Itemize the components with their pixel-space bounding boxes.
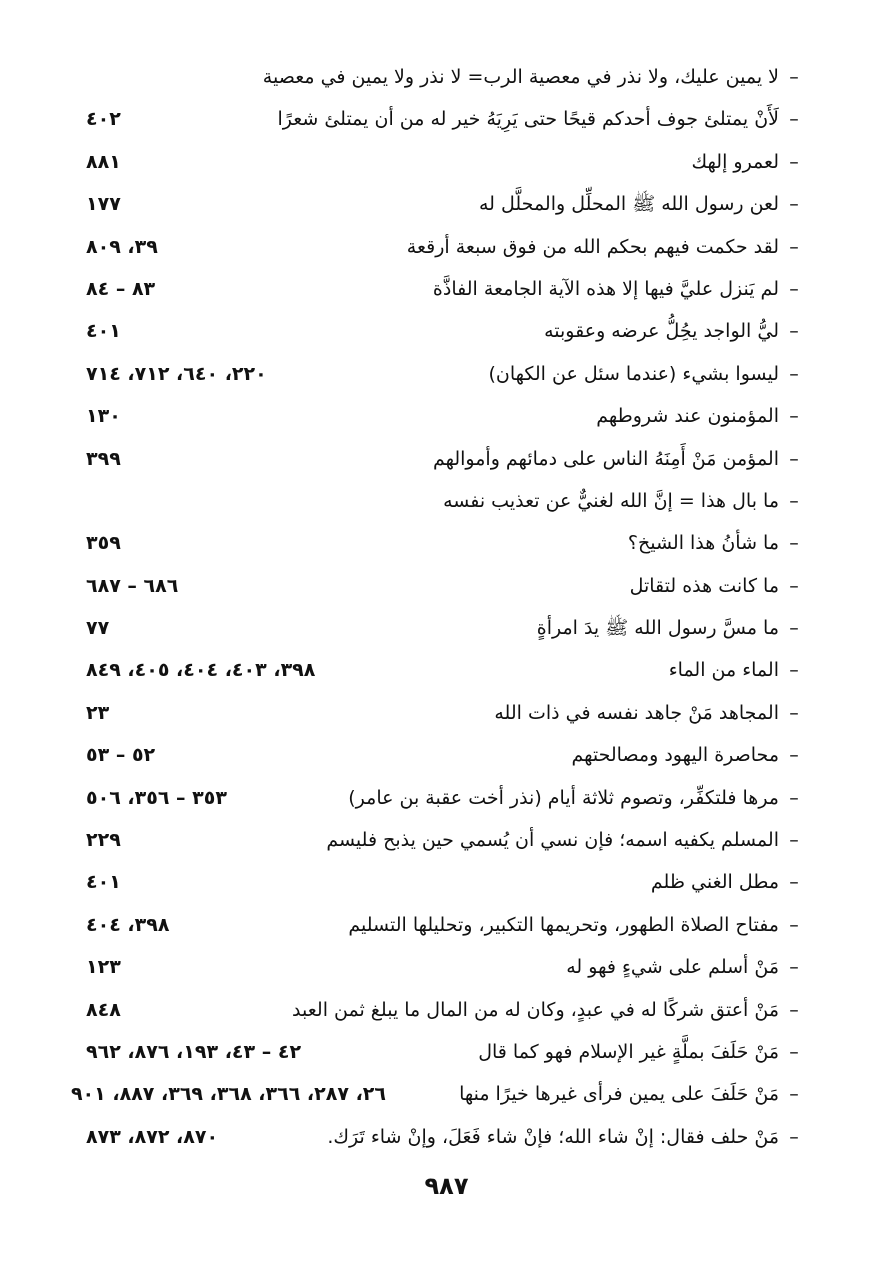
index-entry xyxy=(0,989,893,1031)
entry-pages: ١٣٠ xyxy=(86,405,121,428)
index-entry xyxy=(0,183,893,225)
entry-dash: – xyxy=(789,362,799,385)
index-entry xyxy=(0,861,893,903)
entry-pages: ١٧٧ xyxy=(86,193,121,216)
entry-pages: ٨٧٠، ٨٧٢، ٨٧٣ xyxy=(86,1125,219,1148)
entry-text: المؤمن مَنْ أَمِنَهُ الناس على دمائهم وأموالهم xyxy=(432,447,779,470)
entry-dash: – xyxy=(789,66,799,88)
entry-text: لعن رسول الله ﷺ المحلِّل والمحلَّل له xyxy=(478,193,779,216)
entry-dash: – xyxy=(789,1083,799,1106)
entry-pages: ٦٨٦ – ٦٨٧ xyxy=(86,574,179,597)
entry-text: لعمرو إلهك xyxy=(691,150,779,173)
index-entry xyxy=(0,1116,893,1158)
entry-text: مَنْ أعتق شركًا له في عبدٍ، وكان له من المال ما يبلغ ثمن العبد xyxy=(292,998,779,1021)
entry-text: ليسوا بشيء (عندما سئل عن الكهان) xyxy=(488,362,779,385)
entry-dash: – xyxy=(789,235,799,258)
index-entry xyxy=(0,226,893,268)
entry-dash: – xyxy=(789,956,799,979)
entry-pages: ٣٥٩ xyxy=(86,532,121,555)
entry-dash: – xyxy=(789,574,799,597)
entry-dash: – xyxy=(789,150,799,173)
index-entry xyxy=(0,480,893,522)
entry-dash: – xyxy=(789,998,799,1021)
entry-dash: – xyxy=(789,829,799,852)
entry-text: المجاهد مَنْ جاهد نفسه في ذات الله xyxy=(494,701,779,724)
entry-text: مفتاح الصلاة الطهور، وتحريمها التكبير، وتحليلها التسليم xyxy=(348,913,779,936)
entry-text: مطل الغني ظلم xyxy=(650,871,779,894)
page-number: ٩٨٧ xyxy=(424,1172,469,1200)
entry-dash: – xyxy=(789,913,799,936)
index-entry xyxy=(0,395,893,437)
index-entry xyxy=(0,310,893,352)
index-entry xyxy=(0,56,893,98)
entry-text: المؤمنون عند شروطهم xyxy=(596,405,779,428)
index-entry xyxy=(0,692,893,734)
entry-pages: ٣٩٨، ٤٠٣، ٤٠٤، ٤٠٥، ٨٤٩ xyxy=(86,659,316,682)
entry-text: مرها فلتكفِّر، وتصوم ثلاثة أيام (نذر أخت عقبة بن عامر) xyxy=(348,786,779,809)
index-page xyxy=(0,56,893,1286)
entry-pages: ٢٣ xyxy=(86,701,110,724)
entry-text: ما مسَّ رسول الله ﷺ يدَ امرأةٍ xyxy=(536,617,779,640)
index-entry xyxy=(0,141,893,183)
entry-text: ما شأنُ هذا الشيخ؟ xyxy=(627,532,779,555)
entry-pages: ٣٥٣ – ٣٥٦، ٥٠٦ xyxy=(86,786,227,809)
entry-pages: ٨٣ – ٨٤ xyxy=(86,277,156,300)
entry-dash: – xyxy=(789,277,799,300)
entry-pages: ٤٠٢ xyxy=(86,108,121,131)
entry-pages: ٣٩٩ xyxy=(86,447,121,470)
index-entry xyxy=(0,649,893,691)
entry-text: محاصرة اليهود ومصالحتهم xyxy=(571,744,779,767)
entry-pages: ٢٢٩ xyxy=(86,829,121,852)
index-entry xyxy=(0,1031,893,1073)
index-entry xyxy=(0,438,893,480)
index-entry xyxy=(0,777,893,819)
entry-dash: – xyxy=(789,193,799,216)
entry-text: المسلم يكفيه اسمه؛ فإن نسي أن يُسمي حين يذبح فليسم xyxy=(326,829,779,852)
entry-text: لَأَنْ يمتلئ جوف أحدكم قيحًا حتى يَرِيَهُ خير له من أن يمتلئ شعرًا xyxy=(277,108,779,131)
index-entry xyxy=(0,98,893,140)
index-entry xyxy=(0,565,893,607)
entry-pages: ٨٤٨ xyxy=(86,998,121,1021)
entry-pages: ٢٦، ٢٨٧، ٣٦٦، ٣٦٨، ٣٦٩، ٨٨٧، ٩٠١ xyxy=(70,1083,386,1106)
index-entry xyxy=(0,522,893,564)
index-entry xyxy=(0,353,893,395)
entry-dash: – xyxy=(789,1125,799,1148)
entry-text: مَنْ حلف فقال: إنْ شاء الله؛ فإنْ شاء فَعَلَ، وإنْ شاء تَرَك. xyxy=(327,1125,779,1148)
index-entry xyxy=(0,819,893,861)
entry-dash: – xyxy=(789,320,799,343)
entry-text: لا يمين عليك، ولا نذر في معصية الرب= لا نذر ولا يمين في معصية xyxy=(262,66,779,88)
entry-pages: ٤٢ – ٤٣، ١٩٣، ٨٧٦، ٩٦٢ xyxy=(86,1040,302,1063)
entry-pages: ٨٨١ xyxy=(86,150,121,173)
entry-dash: – xyxy=(789,871,799,894)
entry-dash: – xyxy=(789,701,799,724)
entry-dash: – xyxy=(789,532,799,555)
entry-text: مَنْ حَلَفَ بملَّةٍ غير الإسلام فهو كما قال xyxy=(478,1040,779,1063)
index-entry xyxy=(0,1073,893,1115)
entry-dash: – xyxy=(789,108,799,131)
entry-pages: ٤٠١ xyxy=(86,320,121,343)
entry-pages: ٣٩، ٨٠٩ xyxy=(86,235,158,258)
entry-dash: – xyxy=(789,405,799,428)
index-entry xyxy=(0,946,893,988)
entry-dash: – xyxy=(789,744,799,767)
entry-dash: – xyxy=(789,489,799,512)
entry-text: ما بال هذا = إنَّ الله لغنيٌّ عن تعذيب نفسه xyxy=(443,489,779,512)
index-entry xyxy=(0,607,893,649)
entry-dash: – xyxy=(789,786,799,809)
entry-dash: – xyxy=(789,659,799,682)
entry-pages: ٢٢٠، ٦٤٠، ٧١٢، ٧١٤ xyxy=(86,362,267,385)
hadith-index-list xyxy=(0,56,893,1158)
entry-pages: ١٢٣ xyxy=(86,956,121,979)
entry-dash: – xyxy=(789,1040,799,1063)
index-entry xyxy=(0,904,893,946)
entry-dash: – xyxy=(789,447,799,470)
entry-dash: – xyxy=(789,617,799,640)
index-entry xyxy=(0,734,893,776)
entry-text: لقد حكمت فيهم بحكم الله من فوق سبعة أرقعة xyxy=(406,235,779,258)
entry-text: ليُّ الواجد يحُِلُّ عرضه وعقوبته xyxy=(544,320,779,343)
entry-text: الماء من الماء xyxy=(668,659,779,682)
entry-pages: ٧٧ xyxy=(86,617,110,640)
entry-pages: ٣٩٨، ٤٠٤ xyxy=(86,913,170,936)
entry-text: مَنْ حَلَفَ على يمين فرأى غيرها خيرًا منها xyxy=(459,1083,779,1106)
entry-text: ما كانت هذه لتقاتل xyxy=(629,574,779,597)
entry-pages: ٤٠١ xyxy=(86,871,121,894)
entry-text: لم يَنزل عليَّ فيها إلا هذه الآية الجامعة الفاذَّة xyxy=(432,277,779,300)
entry-pages: ٥٢ – ٥٣ xyxy=(86,744,156,767)
index-entry xyxy=(0,268,893,310)
entry-text: مَنْ أسلم على شيءٍ فهو له xyxy=(566,956,779,979)
